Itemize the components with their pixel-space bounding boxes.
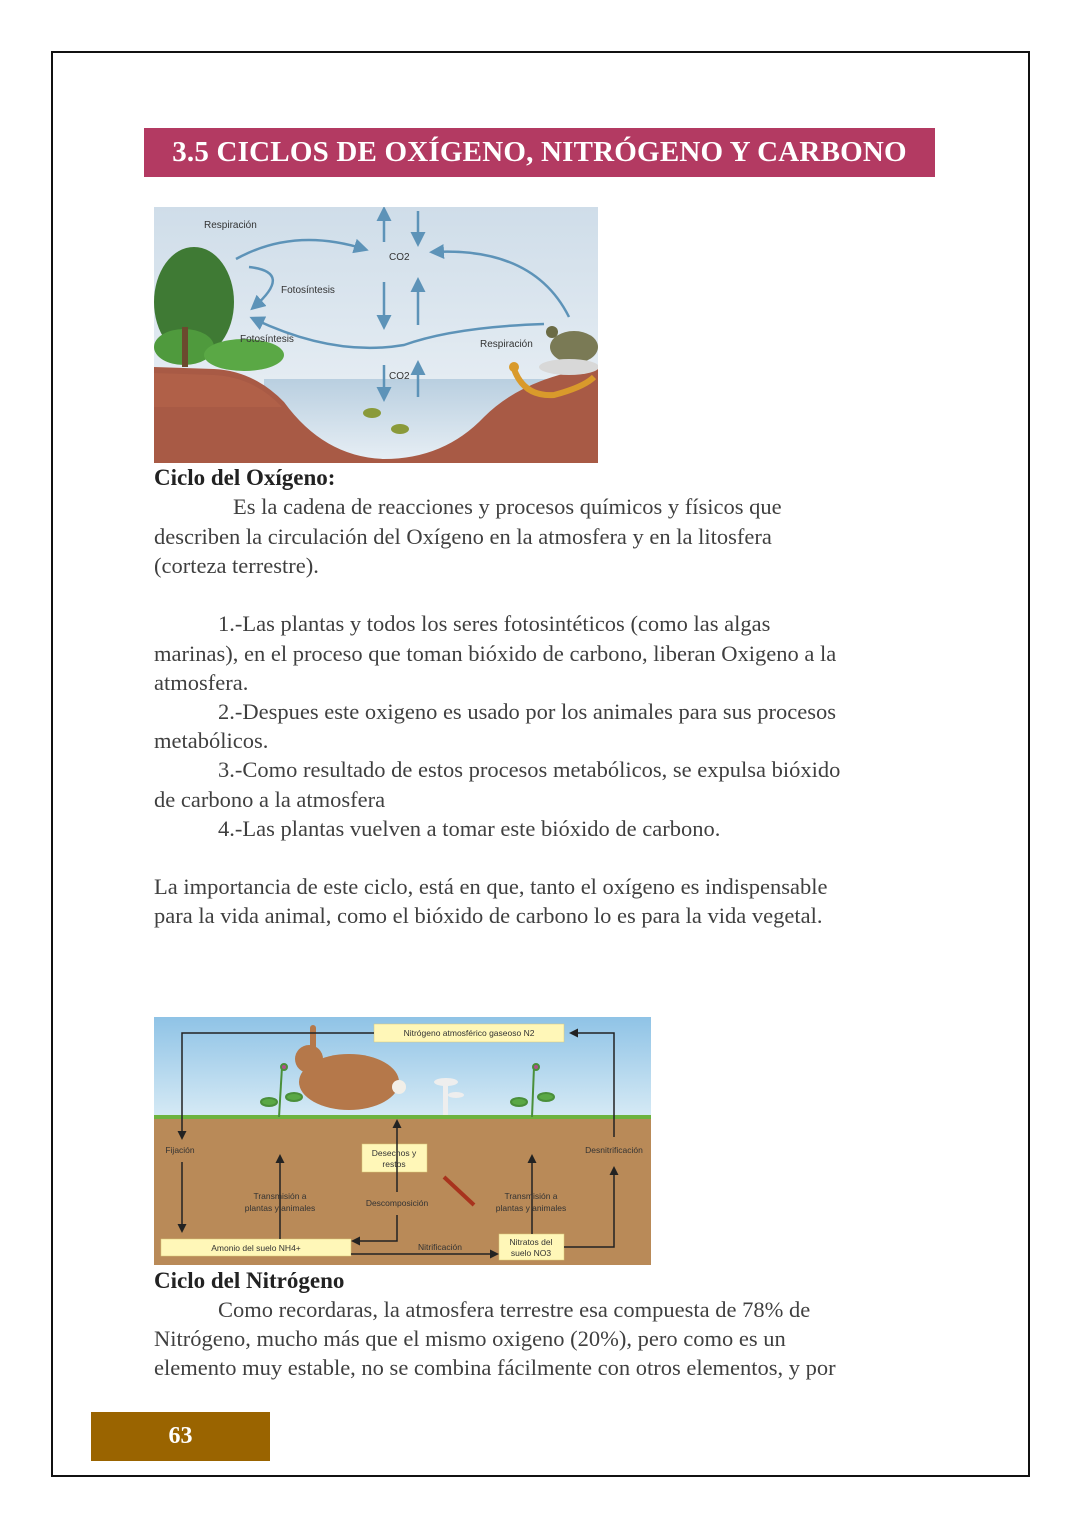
label-co2-water: CO2	[389, 371, 410, 382]
paragraph-line: Como recordaras, la atmosfera terrestre esa compuesta de 78% de	[218, 1297, 811, 1322]
oxygen-heading: Ciclo del Oxígeno:	[154, 465, 336, 490]
nitrogen-heading: Ciclo del Nitrógeno	[154, 1268, 345, 1293]
paragraph-line: describen la circulación del Oxígeno en la atmosfera y en la litosfera	[154, 524, 772, 549]
paragraph-line: Nitrógeno, mucho más que el mismo oxigeno (20%), pero como es un	[154, 1326, 786, 1351]
label-atmospheric-nitrogen: Nitrógeno atmosférico gaseoso N2	[403, 1028, 535, 1038]
label-transmission-left: Transmisión a	[253, 1191, 307, 1201]
oxygen-cycle-diagram	[154, 207, 598, 463]
list-item: atmosfera.	[154, 670, 249, 695]
label-photosynthesis-curve: Fotosíntesis	[281, 285, 335, 296]
list-item: marinas), en el proceso que toman bióxido de carbono, liberan Oxigeno a la	[154, 641, 837, 666]
paragraph-line: elemento muy estable, no se combina fácilmente con otros elementos, y por	[154, 1355, 836, 1380]
label-transmission-left: plantas y animales	[244, 1203, 316, 1213]
label-transmission-right: plantas y animales	[495, 1203, 567, 1213]
label-respiration-top: Respiración	[204, 220, 257, 231]
list-item: 3.-Como resultado de estos procesos metabólicos, se expulsa bióxido	[218, 757, 841, 782]
list-item: 1.-Las plantas y todos los seres fotosintéticos (como las algas	[218, 611, 771, 636]
paragraph-line: La importancia de este ciclo, está en que, tanto el oxígeno es indispensable	[154, 874, 828, 899]
paragraph-line: Es la cadena de reacciones y procesos químicos y físicos que	[233, 494, 782, 519]
label-waste: restos	[382, 1159, 406, 1169]
nitrogen-cycle-diagram	[154, 1017, 651, 1265]
paragraph-line: para la vida animal, como el bióxido de carbono lo es para la vida vegetal.	[154, 903, 823, 928]
label-transmission-right: Transmisión a	[504, 1191, 558, 1201]
label-denitrification: Desnitrificación	[585, 1145, 643, 1155]
label-respiration-right: Respiración	[480, 339, 533, 350]
section-title: 3.5 CICLOS DE OXÍGENO, NITRÓGENO Y CARBONO	[144, 128, 935, 177]
label-nitrates: Nitratos del	[509, 1237, 553, 1247]
label-decomposition: Descomposición	[365, 1198, 429, 1208]
list-item: 4.-Las plantas vuelven a tomar este bióxido de carbono.	[218, 816, 721, 841]
list-item: 2.-Despues este oxigeno es usado por los animales para sus procesos	[218, 699, 836, 724]
page-number: 63	[91, 1412, 270, 1461]
label-ammonium: Amonio del suelo NH4+	[211, 1243, 301, 1253]
label-nitrification: Nitrificación	[418, 1242, 462, 1252]
list-item: de carbono a la atmosfera	[154, 787, 386, 812]
label-photosynthesis-low: Fotosíntesis	[240, 334, 294, 345]
label-co2-top: CO2	[389, 252, 410, 263]
paragraph-line: (corteza terrestre).	[154, 553, 319, 578]
list-item: metabólicos.	[154, 728, 269, 753]
label-fixation: Fijación	[165, 1145, 195, 1155]
label-nitrates: suelo NO3	[510, 1248, 552, 1258]
label-waste: Desechos y	[371, 1148, 417, 1158]
